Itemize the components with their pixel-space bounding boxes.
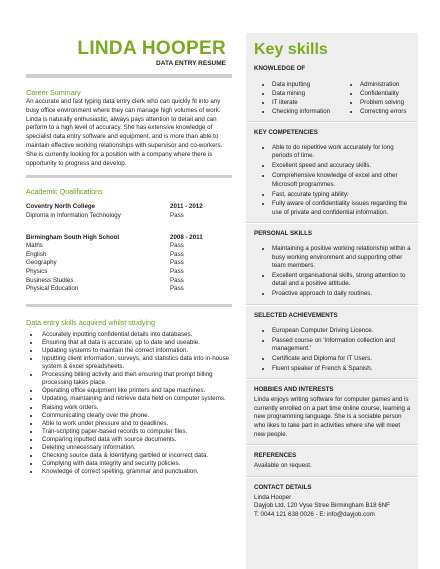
list-item: • Complying with data integrity and security policies. [40,460,238,468]
list-item: • Administration [360,80,406,89]
contact-address: Dayjob Ltd, 120 Vyse Stree Birmingham B18 6NF [254,502,390,510]
edu-subject: Geography [26,259,57,267]
edu-row [26,251,238,260]
list-item: • IT literate [272,98,342,107]
competencies-title: KEY COMPETENCIES [254,129,318,136]
contact-phone-email: T: 0044 121 638 0026 - E: info@dayjob.com [254,510,375,518]
edu-subject: English [26,250,47,258]
list-item: • Data inputting [272,80,342,89]
divider [246,304,418,306]
edu-result: Pass [170,242,184,250]
divider [246,444,418,446]
list-item: • Data mining [272,89,342,98]
academic-title: Academic Qualifications [26,187,103,197]
list-item: • Tran-scripting paper-based records to computer files. [40,428,238,436]
knowledge-col-2 [342,80,406,116]
personal-skills-title: PERSONAL SKILLS [254,230,312,238]
list-item: • Fluent speaker of French & Spanish. [272,365,412,373]
career-summary-text: An accurate and fast typing data entry clerk who can quickly fit into any busy office environment where they can manage high volumes of work. Linda is naturally enthusiastic, always pays attention to detail and can perform to a high level of accuracy. She has extensive knowledge of specialist data entry software and equipment, and is more than able to maintain effective working relationships with supervisor and co-workers. She is currently looking for a position with a company where there is opportunity to progress and develop. [26,98,223,167]
school-name: Birmingham South High School [26,233,120,241]
edu-row [26,242,238,251]
school-years: 2008 - 2011 [170,233,203,241]
divider [26,74,232,78]
resume-subtitle: DATA ENTRY RESUME [156,60,226,67]
school-years: 2011 - 2012 [170,203,203,211]
edu-row [26,268,238,277]
edu-header [26,203,238,212]
hobbies-title: HOBBIES AND INTERESTS [254,386,334,394]
edu-result: Pass [170,267,184,275]
edu-subject: Physical Education [26,285,79,293]
edu-result: Pass [170,276,184,284]
divider [26,304,232,307]
list-item: • Confidentiality [360,89,406,98]
hobbies-text: Linda enjoys writing software for computer games and is currently enrolled on a part time online course, learning a new programming language. She is a sociable person who likes to take part in activities where she will meet new people. [254,396,411,438]
list-item: • Certificate and Diploma for IT Users. [272,355,412,363]
list-item: • Maintaining a positive working relationship within a busy working environment and supporting other team members. [272,245,412,270]
list-item: • Comparing inputted data with source documents. [40,436,238,444]
list-item: • Accurately inputting confidential details into databases. [40,331,238,339]
competencies-list [254,144,412,217]
edu-subject: Business Studies [26,276,74,284]
list-item: • Comprehensive knowledge of excel and other Microsoft programmes. [272,172,412,189]
achievements-title: SELECTED ACHIEVEMENTS [254,311,338,319]
list-item: • Updating systems to maintain the correct information. [40,347,238,355]
edu-row [26,277,238,286]
edu-subject: Physics [26,267,48,275]
edu-header [26,234,238,243]
knowledge-list [254,80,412,116]
list-item: • Correcting errors [360,107,406,116]
edu-row [26,212,238,221]
references-title: REFERENCES [254,452,297,460]
edu-subject: Diploma in Information Technology [26,211,121,219]
list-item: • Fully aware of confidentiality issues regarding the use of private and confidential information. [272,200,412,217]
divider [246,476,418,478]
list-item: • Checking source data & Identifying garbled or incorrect data. [40,452,238,460]
list-item: • Proactive approach to daily routines. [272,290,412,298]
list-item: • Ensuring that all data is accurate, up to date and useable. [40,339,238,347]
school-name: Coventry North College [26,203,96,211]
edu-row [26,259,238,268]
edu-result: Pass [170,285,184,293]
list-item: • Inputting client information, surveys, and statistics data into in-house system & excel spreadsheets. [40,355,238,371]
references-text: Available on request. [254,462,312,470]
list-item: • Deleting unnecessary information. [40,444,238,452]
list-item: • Able to do repetitive work accurately for long periods of time. [272,144,412,161]
list-item: • Excellent organisational skills, strong attention to detail and a positive attitude. [272,272,412,289]
knowledge-title: KNOWLEDGE OF [254,65,306,72]
achievements-list [254,327,412,374]
list-item: • Communicating clearly over the phone. [40,412,238,420]
list-item: • European Computer Driving Licence. [272,327,412,335]
contact-title: CONTACT DETAILS [254,483,312,491]
candidate-name: LINDA HOOPER [77,38,226,59]
right-column [246,33,418,569]
list-item: • Operating office equipment like printers and tape machines. [40,387,238,395]
divider [246,222,418,224]
list-item: • Problem solving [360,98,406,107]
career-summary-title: Career Summary [26,88,81,97]
personal-skills-list [254,245,412,298]
knowledge-col-1 [254,80,342,116]
list-item: • Raising work orders. [40,404,238,412]
edu-subject: Maths [26,242,43,250]
key-skills-title: Key skills [254,41,328,58]
edu-group-school [26,234,238,294]
list-item: • Excellent speed and accuracy skills. [272,162,412,170]
list-item: • Fast, accurate typing ability. [272,191,412,199]
list-item: • Passed course on 'Information collection and management.' [272,337,412,354]
divider [26,175,232,178]
list-item: • Able to work under pressure and to deadlines. [40,420,238,428]
skills-acquired-list [26,331,238,477]
edu-group-college [26,203,238,220]
skills-acquired-title: Data entry skills acquired whilst studying [26,317,156,327]
list-item: • Updating, maintaining and retrieve data held on computer systems. [40,395,238,403]
divider [246,121,418,123]
contact-name: Linda Hooper [254,493,292,501]
divider [246,378,418,380]
edu-result: Pass [170,211,184,219]
edu-row [26,285,238,294]
list-item: • Checking information [272,107,342,116]
edu-result: Pass [170,259,184,267]
list-item: • Knowledge of correct spelling, grammar and punctuation. [40,468,238,476]
list-item: • Processing billing activity and then ensuring that prompt billing processing takes place. [40,371,238,387]
edu-result: Pass [170,250,184,258]
